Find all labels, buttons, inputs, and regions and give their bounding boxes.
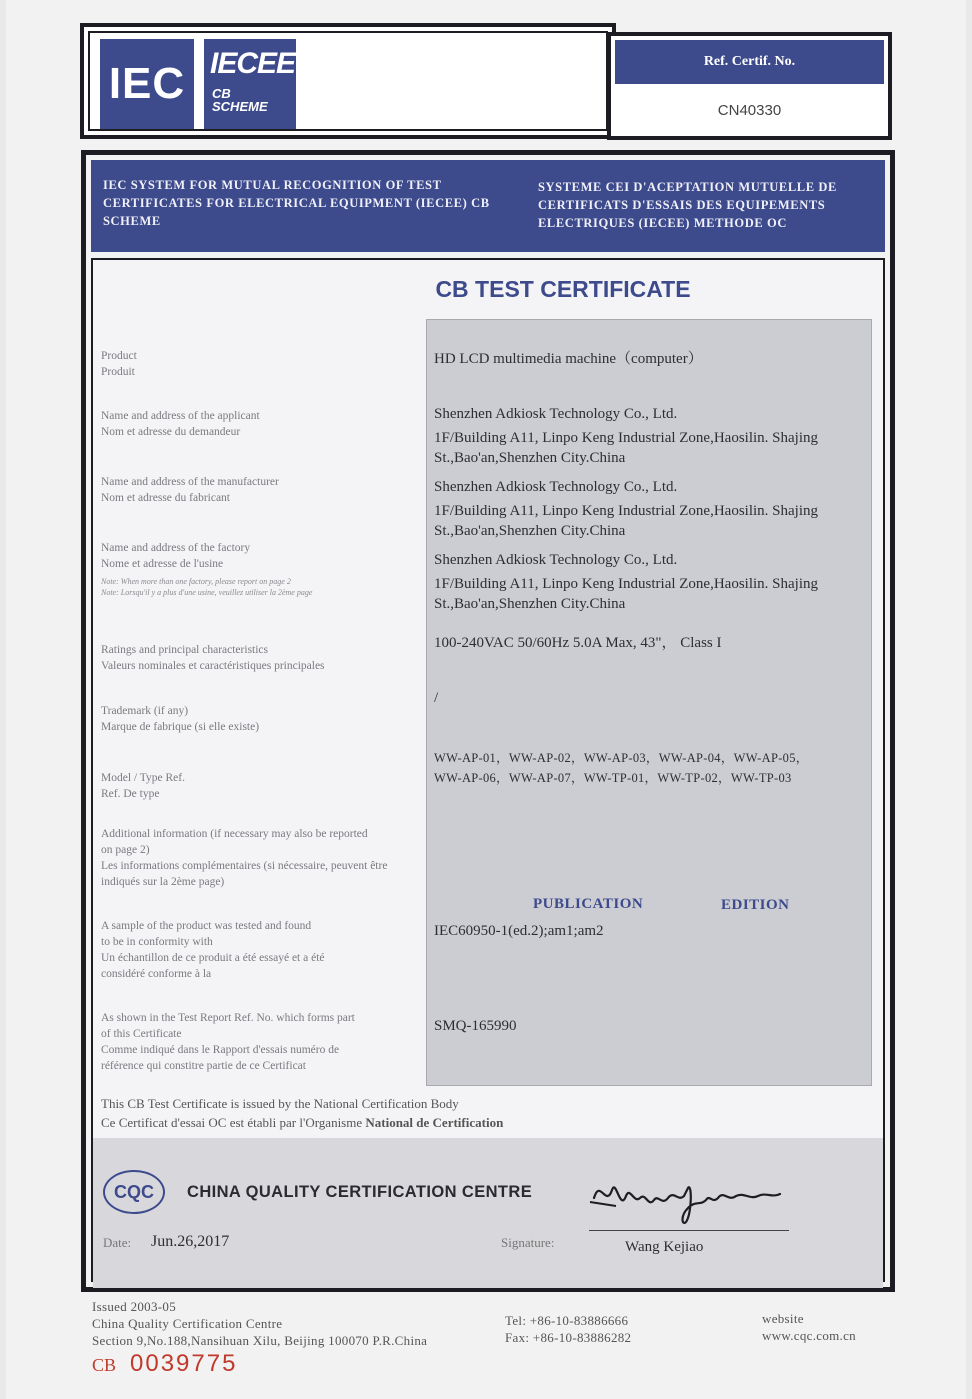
publication-header: PUBLICATION <box>533 896 644 912</box>
manufacturer-address-line2: St.,Bao'an,Shenzhen City.China <box>434 523 626 539</box>
iecee-cb-scheme-logo <box>204 39 296 129</box>
applicant-value <box>434 404 864 468</box>
model-label-en: Model / Type Ref. <box>101 772 185 784</box>
applicant-label-en: Name and address of the applicant <box>101 410 260 422</box>
report-label-fr1: Comme indiqué dans le Rapport d'essais numéro de <box>101 1044 340 1056</box>
scheme-logo-text: SCHEME <box>212 99 268 114</box>
cb-scheme-logo-text <box>212 87 268 113</box>
applicant-address-line2: St.,Bao'an,Shenzhen City.China <box>434 450 626 466</box>
product-label-en: Product <box>101 350 137 362</box>
certification-body-name: CHINA QUALITY CERTIFICATION CENTRE <box>187 1183 533 1201</box>
report-label-en2: of this Certificate <box>101 1028 182 1040</box>
trademark-label <box>101 703 259 735</box>
footer-address: Section 9,No.188,Nansihuan Xilu, Beijing 100070 P.R.China <box>92 1333 428 1348</box>
logo-box <box>80 23 616 139</box>
model-label-fr: Ref. De type <box>101 788 160 800</box>
test-report-value: SMQ-165990 <box>434 1018 517 1034</box>
additional-label-fr2: indiqués sur la 2ème page) <box>101 876 225 888</box>
website-value: www.cqc.com.cn <box>762 1328 856 1343</box>
product-label-fr: Produit <box>101 366 135 378</box>
iec-logo: IEC <box>100 39 194 129</box>
factory-address-line2: St.,Bao'an,Shenzhen City.China <box>434 596 626 612</box>
signatory-name: Wang Kejiao <box>625 1239 704 1255</box>
manufacturer-name: Shenzhen Adkiosk Technology Co., Ltd. <box>434 479 678 495</box>
ref-certif-label: Ref. Certif. No. <box>615 40 884 84</box>
additional-label-en2: on page 2) <box>101 844 150 856</box>
footer-issued: Issued 2003-05 <box>92 1299 176 1314</box>
footer-contact <box>505 1312 631 1346</box>
model-list-line2: WW-AP-06，WW-AP-07，WW-TP-01，WW-TP-02，WW-TP-03 <box>434 771 792 785</box>
applicant-label-fr: Nom et adresse du demandeur <box>101 426 241 438</box>
additional-info-label <box>101 826 387 890</box>
product-label <box>101 348 137 380</box>
certificate-title: CB TEST CERTIFICATE <box>435 276 691 302</box>
ratings-label <box>101 642 325 674</box>
test-report-label <box>101 1010 355 1074</box>
scheme-banner <box>91 160 885 252</box>
logo-box-inner <box>88 31 608 131</box>
factory-note <box>101 576 312 598</box>
sample-label-en1: A sample of the product was tested and found <box>101 920 312 932</box>
manufacturer-address-line1: 1F/Building A11, Linpo Keng Industrial Zone,Haosilin. Shajing <box>434 503 819 519</box>
signature-line <box>589 1230 789 1231</box>
factory-address-line1: 1F/Building A11, Linpo Keng Industrial Zone,Haosilin. Shajing <box>434 576 819 592</box>
applicant-address-line1: 1F/Building A11, Linpo Keng Industrial Zone,Haosilin. Shajing <box>434 430 819 446</box>
ref-certif-number: CN40330 <box>717 102 782 119</box>
issued-by-fr-bold: National de Certification <box>365 1115 504 1130</box>
footer-website <box>762 1310 856 1344</box>
manufacturer-value <box>434 477 864 541</box>
issued-by-fr-text: Ce Certificat d'essai OC est établi par l'Organisme <box>101 1115 366 1130</box>
trademark-value: / <box>434 690 439 706</box>
cb-logo-text: CB <box>212 86 231 101</box>
date-value: Jun.26,2017 <box>151 1233 230 1250</box>
issued-by-fr <box>101 1113 503 1132</box>
manufacturer-label-fr: Nom et adresse du fabricant <box>101 492 231 504</box>
issued-by-en: This CB Test Certificate is issued by the National Certification Body <box>101 1096 459 1111</box>
manufacturer-label-en: Name and address of the manufacturer <box>101 476 279 488</box>
product-value: HD LCD multimedia machine（computer） <box>434 351 703 367</box>
factory-name: Shenzhen Adkiosk Technology Co., Ltd. <box>434 552 678 568</box>
footer-org: China Quality Certification Centre <box>92 1316 283 1331</box>
certification-body-band <box>93 1138 883 1288</box>
iecee-logo-text: IECEE <box>210 47 296 80</box>
footer-tel: Tel: +86-10-83886666 <box>505 1313 629 1328</box>
sample-label-fr1: Un échantillon de ce produit a été essayé et a été <box>101 952 325 964</box>
signature-label: Signature: <box>501 1235 555 1250</box>
banner-english: IEC SYSTEM FOR MUTUAL RECOGNITION OF TEST CERTIFICATES FOR ELECTRICAL EQUIPMENT (IECEE) CB SCHEME <box>103 178 490 228</box>
signature-image <box>588 1168 788 1230</box>
model-list-line1: WW-AP-01，WW-AP-02，WW-AP-03，WW-AP-04，WW-AP-05， <box>434 751 809 765</box>
factory-label <box>101 540 250 572</box>
factory-label-fr: Nome et adresse de l'usine <box>101 558 224 570</box>
factory-note-en: Note: When more than one factory, please report on page 2 <box>101 577 291 586</box>
publication-value: IEC60950-1(ed.2);am1;am2 <box>434 923 604 939</box>
additional-label-fr1: Les informations complémentaires (si nécessaire, peuvent être <box>101 860 388 872</box>
footer-fax: Fax: +86-10-83886282 <box>505 1330 632 1345</box>
model-value <box>434 748 809 788</box>
model-label <box>101 770 185 802</box>
factory-label-en: Name and address of the factory <box>101 542 251 554</box>
website-label: website <box>762 1311 804 1326</box>
sample-label <box>101 918 325 982</box>
ref-certif-box <box>607 32 892 140</box>
trademark-label-en: Trademark (if any) <box>101 705 189 717</box>
certificate-frame <box>81 150 895 1292</box>
report-label-en1: As shown in the Test Report Ref. No. which forms part <box>101 1012 355 1024</box>
factory-note-fr: Note: Lorsqu'il y a plus d'une usine, veuillez utiliser la 2ème page <box>101 588 313 597</box>
date-label: Date: <box>103 1235 132 1250</box>
serial-number <box>92 1350 237 1378</box>
issued-by-statement <box>101 1094 503 1132</box>
cqc-logo: CQC <box>103 1170 165 1214</box>
edition-header: EDITION <box>721 897 790 913</box>
serial-value: 0039775 <box>130 1350 238 1377</box>
ratings-value: 100-240VAC 50/60Hz 5.0A Max, 43"， Class I <box>434 635 722 651</box>
banner-french: SYSTEME CEI D'ACEPTATION MUTUELLE DE CERTIFICATS D'ESSAIS DES EQUIPEMENTS ELECTRIQUES (IECEE) METHODE OC <box>538 180 837 230</box>
report-label-fr2: référence qui constitre partie de ce Certificat <box>101 1060 306 1072</box>
footer-issuer <box>92 1298 427 1349</box>
trademark-label-fr: Marque de fabrique (si elle existe) <box>101 721 260 733</box>
applicant-label <box>101 408 260 440</box>
ratings-label-en: Ratings and principal characteristics <box>101 644 269 656</box>
sample-label-fr2: considéré conforme à la <box>101 968 212 980</box>
additional-label-en1: Additional information (if necessary may also be reported <box>101 828 368 840</box>
ratings-label-fr: Valeurs nominales et caractéristiques principales <box>101 660 325 672</box>
serial-prefix: CB <box>92 1355 117 1375</box>
applicant-name: Shenzhen Adkiosk Technology Co., Ltd. <box>434 406 678 422</box>
manufacturer-label <box>101 474 279 506</box>
sample-label-en2: to be in conformity with <box>101 936 213 948</box>
certificate-body <box>91 258 885 1282</box>
factory-value <box>434 550 864 614</box>
